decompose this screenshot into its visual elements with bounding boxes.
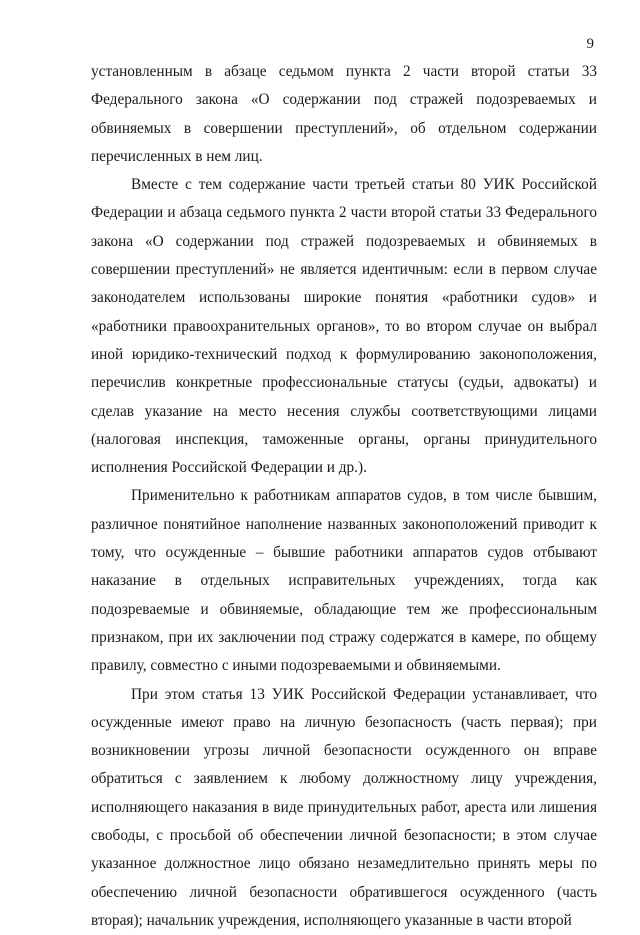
- paragraph: установленным в абзаце седьмом пункта 2 части второй статьи 33 Федерального закона «О содержании под стражей подозреваемых и обвиняемых в совершении преступлений», об отдельном содержании перечисленных в нем лиц.: [91, 63, 597, 165]
- paragraph: Вместе с тем содержание части третьей статьи 80 УИК Российской Федерации и абзаца седьмого пункта 2 части второй статьи 33 Федерального закона «О содержании под стражей подозреваемых и обвиняемых в совершении преступлений» не является идентичным: если в первом случае законодателем использованы широкие понятия «работники судов» и «работники правоохранительных органов», то во втором случае он выбрал иной юридико-технический подход к формулированию законоположения, перечислив конкретные профессиональные статусы (судьи, адвокаты) и сделав указание на место несения службы соответствующими лицами (налоговая инспекция, таможенные органы, органы принудительного исполнения Российской Федерации и др.).: [91, 176, 597, 477]
- page-number: 9: [586, 36, 594, 52]
- paragraph: Применительно к работникам аппаратов судов, в том числе бывшим, различное понятийное наполнение названных законоположений приводит к тому, что осужденные – бывшие работники аппаратов судов отбывают наказание в отдельных исправительных учреждениях, тогда как подозреваемые и обвиняемые, обладающие тем же профессиональным признаком, при их заключении под стражу содержатся в камере, по общему правилу, совместно с иными подозреваемыми и обвиняемыми.: [91, 487, 597, 675]
- paragraph: При этом статья 13 УИК Российской Федерации устанавливает, что осужденные имеют право на личную безопасность (часть первая); при возникновении угрозы личной безопасности осужденного он вправе обратиться с заявлением к любому должностному лицу учреждения, исполняющего наказания в виде принудительных работ, ареста или лишения свободы, с просьбой об обеспечении личной безопасности; в этом случае указанное должностное лицо обязано незамедлительно принять меры по обеспечению личной безопасности обратившегося осужденного (часть вторая); начальник учреждения, исполняющего указанные в части второй: [91, 685, 597, 929]
- document-body: [91, 58, 597, 935]
